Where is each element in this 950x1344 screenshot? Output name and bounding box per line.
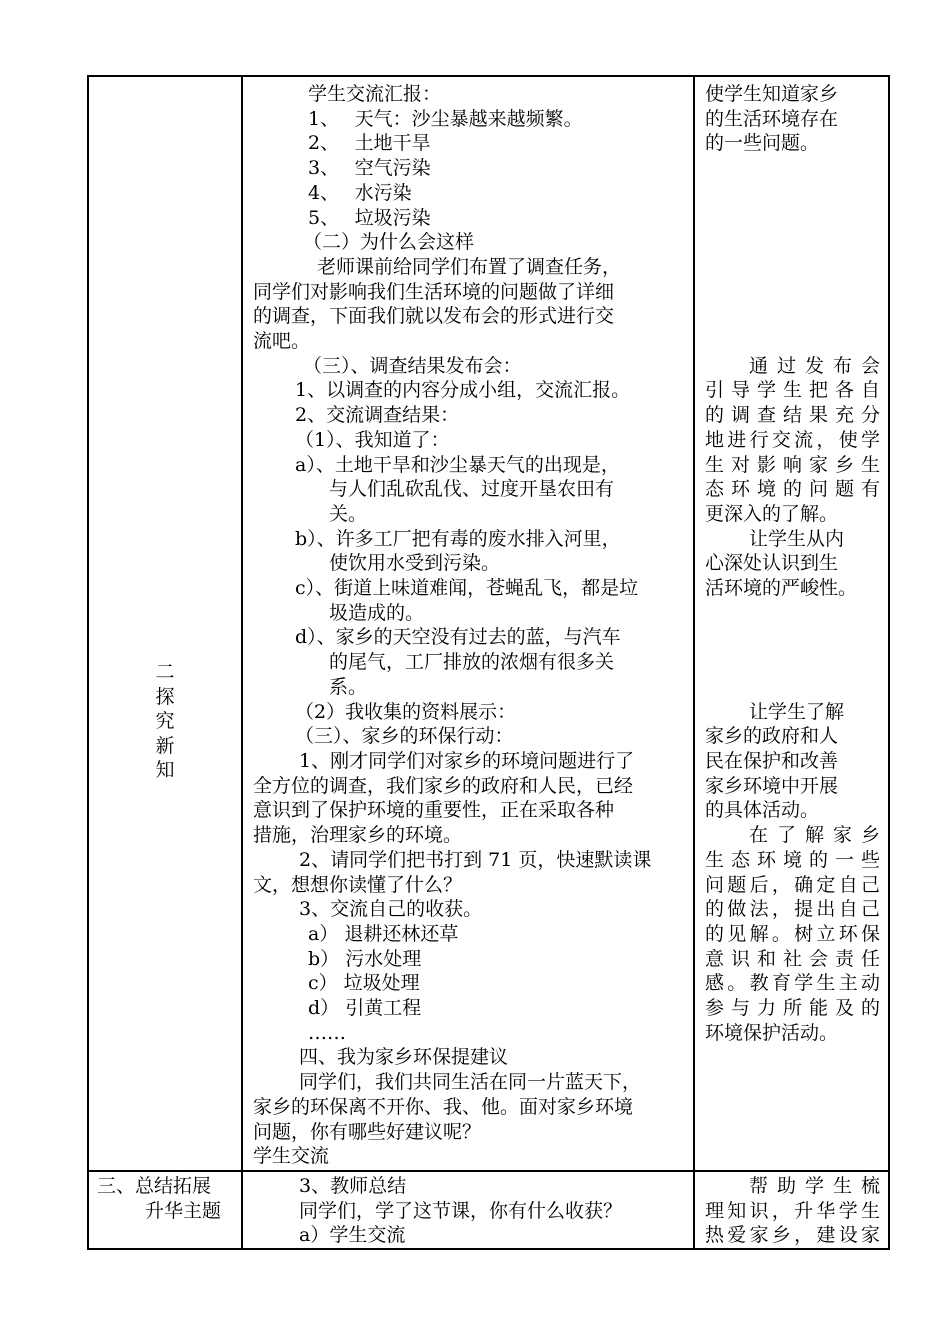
section-2-title xyxy=(89,77,241,783)
text-line: 意识到了保护环境的重要性，正在采取各种 xyxy=(253,799,615,822)
text-line: 地进行交流，使学 xyxy=(705,428,880,451)
text-line: 4、 水污染 xyxy=(308,181,412,204)
text-line: 3、教师总结 xyxy=(299,1175,407,1197)
text-line: 的具体活动。 xyxy=(705,799,820,822)
section-3-purpose-cell xyxy=(694,1171,889,1249)
section-2-content xyxy=(243,77,693,1169)
text-line xyxy=(705,280,880,305)
text-line: 生对影响家乡生 xyxy=(705,453,880,476)
text-line: 问题，你有哪些好建议呢？ xyxy=(253,1120,482,1143)
section-2-content-cell xyxy=(242,76,694,1171)
text-line: 同学们对影响我们生活环境的问题做了详细 xyxy=(253,280,615,303)
text-line: 引导学生把各自 xyxy=(705,379,880,402)
section-3-title-line-1: 三、总结拓展 xyxy=(97,1175,212,1197)
text-line: 使学生知道家乡 xyxy=(705,83,839,105)
text-line: 家乡的环保离不开你、我、他。面对家乡环境 xyxy=(253,1095,634,1118)
text-line: 活环境的严峻性。 xyxy=(705,577,858,600)
section-2-title-char: 新 xyxy=(155,734,175,757)
text-line: 四、我为家乡环保提建议 xyxy=(299,1046,509,1069)
text-line: 流吧。 xyxy=(253,330,311,353)
text-line: 5、 垃圾污染 xyxy=(308,206,431,229)
text-line: 更深入的了解。 xyxy=(705,502,839,525)
text-line: a）、土地干旱和沙尘暴天气的出现是， xyxy=(295,453,620,476)
text-line: （三）、调查结果发布会： xyxy=(303,354,522,377)
text-line: 2、请同学们把书打到 71 页，快速默读课 xyxy=(299,848,652,871)
text-line: 系。 xyxy=(329,675,368,698)
text-line xyxy=(705,601,880,626)
text-line xyxy=(705,675,880,700)
section-3-title-cell xyxy=(88,1171,242,1249)
text-line: 的生活环境存在 xyxy=(705,107,839,130)
section-3-purpose xyxy=(695,1172,888,1248)
text-line: b） 污水处理 xyxy=(308,947,422,970)
text-line xyxy=(705,181,880,206)
text-line: 通过发布会 xyxy=(749,354,880,377)
text-line: 的做法，提出自己 xyxy=(705,898,880,921)
text-line: 的一些问题。 xyxy=(705,132,820,155)
section-2-row xyxy=(88,76,889,1171)
text-line: 热爱家乡，建设家 xyxy=(705,1224,880,1247)
text-line: 全方位的调查，我们家乡的政府和人民，已经 xyxy=(253,774,634,797)
text-line: 使饮用水受到污染。 xyxy=(329,552,501,575)
text-line: 2、交流调查结果： xyxy=(295,404,460,427)
section-3-title xyxy=(89,1172,241,1223)
text-line: 3、交流自己的收获。 xyxy=(299,898,483,921)
text-line: 家乡环境中开展 xyxy=(705,774,839,797)
text-line: 的尾气，工厂排放的浓烟有很多关 xyxy=(329,651,615,674)
text-line: （三）、家乡的环保行动： xyxy=(295,725,514,748)
section-2-title-char: 知 xyxy=(155,759,175,781)
section-2-title-char: 二 xyxy=(155,661,175,683)
text-line: 1、刚才同学们对家乡的环境问题进行了 xyxy=(299,749,635,772)
text-line: d） 引黄工程 xyxy=(308,997,422,1020)
text-line xyxy=(705,304,880,329)
text-line: 老师课前给同学们布置了调查任务， xyxy=(317,255,622,278)
text-line: 的见解。树立环保 xyxy=(705,922,880,945)
text-line: 3、 空气污染 xyxy=(308,157,431,180)
section-3-content xyxy=(243,1172,693,1248)
text-line: 心深处认识到生 xyxy=(705,552,839,575)
text-line: 意识和社会责任 xyxy=(705,947,880,970)
text-line: 的调查，下面我们就以发布会的形式进行交 xyxy=(253,305,615,328)
text-line: 理知识，升华学生 xyxy=(705,1199,880,1222)
text-line: 家乡的政府和人 xyxy=(705,725,839,748)
text-line: （1）、我知道了： xyxy=(295,428,450,451)
text-line: 生态环境的一些 xyxy=(705,848,880,871)
text-line: 学生交流 xyxy=(253,1145,330,1168)
text-line: d）、家乡的天空没有过去的蓝，与汽车 xyxy=(295,626,621,649)
text-line xyxy=(705,650,880,675)
section-3-content-cell xyxy=(242,1171,694,1249)
text-line xyxy=(705,625,880,650)
text-line: c） 垃圾处理 xyxy=(308,972,420,995)
text-line: 1、以调查的内容分成小组，交流汇报。 xyxy=(295,379,631,402)
section-2-title-char: 究 xyxy=(155,710,175,732)
text-line: 措施，治理家乡的环境。 xyxy=(253,824,463,847)
section-2-purpose-cell xyxy=(694,76,889,1171)
text-line: b）、许多工厂把有毒的废水排入河里， xyxy=(295,527,621,550)
text-line: 的调查结果充分 xyxy=(705,404,880,427)
text-line: 圾造成的。 xyxy=(329,601,425,624)
text-line: 问题后，确定自己 xyxy=(705,873,880,896)
text-line: 同学们，我们共同生活在同一片蓝天下， xyxy=(299,1071,642,1094)
text-line: 环境保护活动。 xyxy=(705,1021,839,1044)
text-line: 让学生了解 xyxy=(749,700,845,723)
text-line: 同学们，学了这节课，你有什么收获？ xyxy=(299,1199,623,1222)
text-line xyxy=(705,329,880,354)
text-line: 在了解家乡 xyxy=(749,824,880,847)
section-3-title-line-2: 升华主题 xyxy=(145,1199,222,1222)
text-line: 关。 xyxy=(329,502,368,525)
text-line: 与人们乱砍乱伐、过度开垦农田有 xyxy=(329,478,615,501)
text-line: 态环境的问题有 xyxy=(705,478,880,501)
text-line xyxy=(705,255,880,280)
text-line xyxy=(705,206,880,231)
text-line xyxy=(705,156,880,181)
text-line: （2）我收集的资料展示： xyxy=(295,700,517,723)
text-line: …… xyxy=(308,1021,346,1044)
section-2-title-char: 探 xyxy=(155,685,175,708)
text-line: 让学生从内 xyxy=(749,527,845,550)
text-line: 参与力所能及的 xyxy=(705,997,880,1020)
text-line: 2、 土地干旱 xyxy=(308,132,431,155)
text-line: 1、 天气：沙尘暴越来越频繁。 xyxy=(308,107,583,130)
text-line xyxy=(705,230,880,255)
lesson-plan-table xyxy=(87,75,890,1250)
text-line: c）、街道上味道难闻，苍蝇乱飞，都是垃 xyxy=(295,577,639,600)
text-line: 学生交流汇报： xyxy=(308,83,442,105)
section-2-purpose xyxy=(695,77,888,1045)
text-line: 民在保护和改善 xyxy=(705,749,839,772)
text-line: 感。教育学生主动 xyxy=(705,972,880,995)
text-line: （二）为什么会这样 xyxy=(303,231,475,254)
text-line: a） 退耕还林还草 xyxy=(308,922,459,945)
text-line: 帮助学生梳 xyxy=(749,1175,880,1197)
text-line: a）学生交流 xyxy=(299,1224,406,1247)
section-3-row xyxy=(88,1171,889,1249)
section-2-title-cell xyxy=(88,76,242,1171)
text-line: 文，想想你读懂了什么？ xyxy=(253,873,463,896)
